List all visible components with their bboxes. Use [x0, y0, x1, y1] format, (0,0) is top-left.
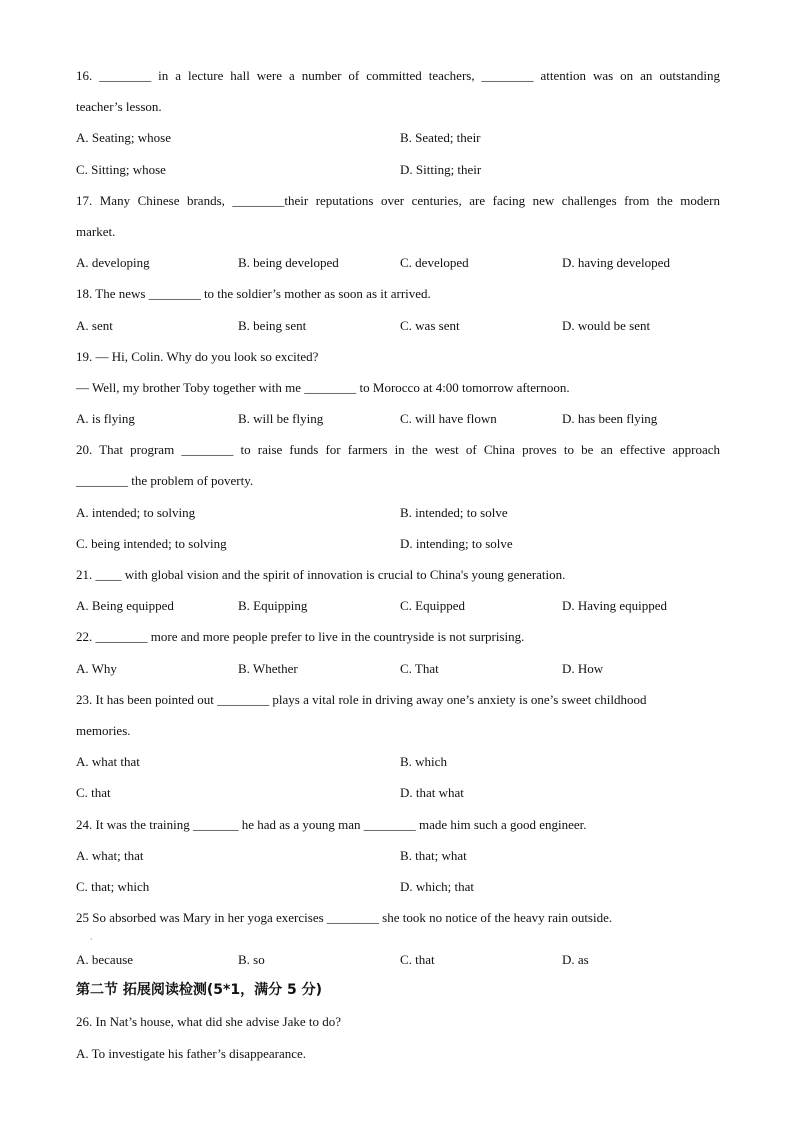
section-heading: 第二节 拓展阅读检测(5*1，满分 5 分) [76, 982, 322, 999]
option-d: D. has been flying [562, 411, 658, 427]
option-c: C. that; which [76, 878, 150, 894]
question-26-option-a: A. To investigate his father’s disappearance. [76, 1045, 307, 1061]
option-b: B. Whether [238, 660, 298, 676]
option-b: B. being developed [238, 255, 339, 271]
question-17-stem: 17. Many Chinese brands, ________their reputations over centuries, are facing new challenges from the modern [76, 192, 720, 208]
question-16-options-row1 [76, 122, 720, 153]
option-b: B. Equipping [238, 598, 308, 614]
question-24-options-row2 [76, 871, 720, 902]
question-26-stem: 26. In Nat’s house, what did she advise Jake to do? [76, 1014, 342, 1030]
question-22-options [76, 653, 720, 684]
question-21-options [76, 590, 720, 621]
option-b: B. that; what [400, 847, 467, 863]
option-a: A. sent [76, 317, 113, 333]
question-19-stem-cont: — Well, my brother Toby together with me ________ to Morocco at 4:00 tomorrow afternoon. [76, 379, 570, 395]
question-21-stem: 21. ____ with global vision and the spirit of innovation is crucial to China's young generation. [76, 567, 566, 582]
option-d: D. How [562, 660, 604, 676]
option-c: C. Equipped [400, 598, 465, 614]
option-a: A. what that [76, 754, 140, 770]
option-a: A. because [76, 952, 134, 968]
option-b: B. which [400, 754, 447, 770]
question-17-options [76, 247, 720, 278]
option-a: A. Seating; whose [76, 130, 171, 146]
question-23-stem-cont: memories. [76, 722, 131, 738]
question-16-stem-cont: teacher’s lesson. [76, 99, 162, 115]
option-d: D. Sitting; their [400, 161, 482, 177]
question-16-options-row2 [76, 154, 720, 185]
exam-page [76, 60, 720, 1069]
option-d: D. as [562, 952, 589, 968]
option-a: A. developing [76, 255, 150, 271]
question-18-options [76, 310, 720, 341]
option-b: B. will be flying [238, 411, 324, 427]
option-c: C. developed [400, 255, 469, 271]
question-20-stem-cont: ________ the problem of poverty. [76, 473, 254, 489]
option-d: D. Having equipped [562, 598, 668, 614]
question-22-stem: 22. ________ more and more people prefer to live in the countryside is not surprising. [76, 629, 525, 645]
question-19-stem: 19. — Hi, Colin. Why do you look so excited? [76, 348, 319, 364]
question-24-stem: 24. It was the training _______ he had as a young man ________ made him such a good engineer. [76, 816, 587, 832]
option-c: C. that [400, 952, 435, 968]
question-23-options-row1 [76, 746, 720, 777]
option-b: B. so [238, 952, 265, 968]
question-20-options-row1 [76, 497, 720, 528]
option-d: D. which; that [400, 878, 475, 894]
option-a: A. Being equipped [76, 598, 174, 614]
option-c: C. being intended; to solving [76, 535, 227, 551]
option-d: D. intending; to solve [400, 535, 513, 551]
question-17-stem-cont: market. [76, 223, 116, 239]
question-20-options-row2 [76, 528, 720, 559]
question-23-options-row2 [76, 777, 720, 808]
option-d: D. that what [400, 785, 464, 801]
question-18-stem: 18. The news ________ to the soldier’s mother as soon as it arrived. [76, 286, 431, 302]
option-c: C. will have flown [400, 411, 497, 427]
option-b: B. being sent [238, 317, 307, 333]
question-25-stem [76, 902, 720, 944]
option-c: C. That [400, 660, 439, 676]
question-24-options-row1 [76, 840, 720, 871]
dot-mark: · [90, 935, 93, 945]
option-d: D. would be sent [562, 317, 651, 333]
option-b: B. Seated; their [400, 130, 481, 146]
option-c: C. Sitting; whose [76, 161, 166, 177]
option-c: C. that [76, 785, 111, 801]
question-25-options [76, 944, 720, 975]
option-c: C. was sent [400, 317, 460, 333]
option-a: A. what; that [76, 847, 144, 863]
option-b: B. intended; to solve [400, 504, 508, 520]
option-d: D. having developed [562, 255, 670, 271]
option-a: A. is flying [76, 411, 135, 427]
option-a: A. intended; to solving [76, 504, 196, 520]
question-23-stem: 23. It has been pointed out ________ plays a vital role in driving away one’s anxiety is one’s sweet childhood [76, 691, 647, 707]
question-19-options [76, 403, 720, 434]
question-20-stem: 20. That program ________ to raise funds for farmers in the west of China proves to be an effective approach [76, 442, 720, 458]
question-16-stem: 16. ________ in a lecture hall were a number of committed teachers, ________ attention was on an outstanding [76, 68, 720, 83]
question-25-text: 25 So absorbed was Mary in her yoga exercises ________ she took no notice of the heavy rain outside. [76, 910, 613, 926]
option-a: A. Why [76, 660, 117, 676]
